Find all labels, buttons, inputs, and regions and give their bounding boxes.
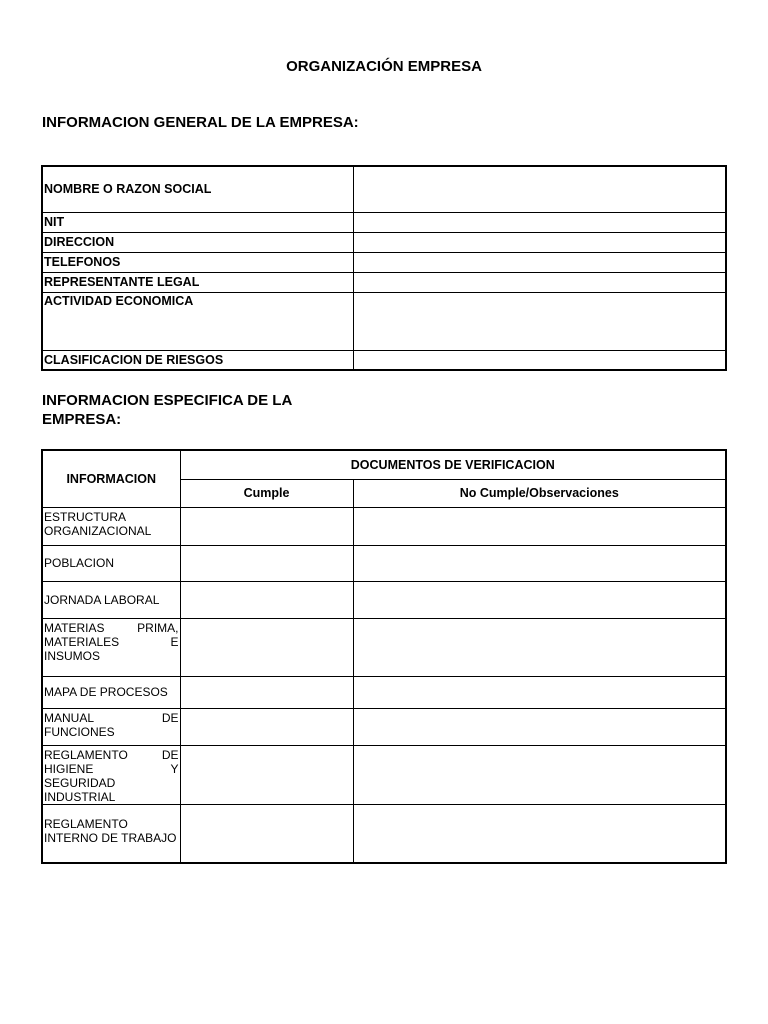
item-label: REGLAMENTO INTERNO DE TRABAJO: [42, 804, 180, 863]
value-field-nit[interactable]: [354, 212, 727, 232]
cumple-cell[interactable]: [180, 618, 353, 676]
item-label: REGLAMENTO DE HIGIENE Y SEGURIDAD INDUSTRIAL: [42, 745, 180, 804]
observaciones-cell[interactable]: [353, 581, 726, 618]
cumple-cell[interactable]: [180, 507, 353, 545]
observaciones-cell[interactable]: [353, 507, 726, 545]
cumple-cell[interactable]: [180, 745, 353, 804]
row-label-actividad: ACTIVIDAD ECONOMICA: [42, 292, 354, 350]
table-row: [42, 232, 726, 252]
item-label: MANUAL DE FUNCIONES: [42, 708, 180, 745]
item-label: JORNADA LABORAL: [42, 581, 180, 618]
table-row: [42, 804, 726, 863]
item-label: MATERIAS PRIMA, MATERIALES E INSUMOS: [42, 618, 180, 676]
observaciones-cell[interactable]: [353, 676, 726, 708]
table-row: [42, 350, 726, 370]
table-row: [42, 272, 726, 292]
observaciones-cell[interactable]: [353, 545, 726, 581]
table-row: [42, 166, 726, 212]
value-field-nombre[interactable]: [354, 166, 727, 212]
observaciones-cell[interactable]: [353, 804, 726, 863]
table-row: [42, 545, 726, 581]
item-label: POBLACION: [42, 545, 180, 581]
specific-info-table: [41, 449, 727, 864]
cumple-cell[interactable]: [180, 545, 353, 581]
column-header-no-cumple: No Cumple/Observaciones: [353, 479, 726, 507]
table-row: [42, 618, 726, 676]
table-row: [42, 745, 726, 804]
general-info-heading: INFORMACION GENERAL DE LA EMPRESA:: [42, 114, 359, 131]
table-row: [42, 581, 726, 618]
table-row: [42, 252, 726, 272]
value-field-actividad[interactable]: [354, 292, 727, 350]
value-field-telefonos[interactable]: [354, 252, 727, 272]
row-label-representante: REPRESENTANTE LEGAL: [42, 272, 354, 292]
specific-info-heading: INFORMACION ESPECIFICA DE LA EMPRESA:: [42, 392, 292, 428]
column-header-informacion: INFORMACION: [42, 450, 180, 507]
page-title: ORGANIZACIÓN EMPRESA: [286, 58, 482, 75]
table-row: [42, 292, 726, 350]
table-row: [42, 676, 726, 708]
column-header-documentos: DOCUMENTOS DE VERIFICACION: [180, 450, 726, 479]
general-info-table: [41, 165, 727, 371]
table-row: [42, 507, 726, 545]
cumple-cell[interactable]: [180, 804, 353, 863]
observaciones-cell[interactable]: [353, 708, 726, 745]
cumple-cell[interactable]: [180, 676, 353, 708]
row-label-nombre: NOMBRE O RAZON SOCIAL: [42, 166, 354, 212]
item-label: MAPA DE PROCESOS: [42, 676, 180, 708]
row-label-nit: NIT: [42, 212, 354, 232]
observaciones-cell[interactable]: [353, 745, 726, 804]
column-header-cumple: Cumple: [180, 479, 353, 507]
table-row: [42, 212, 726, 232]
observaciones-cell[interactable]: [353, 618, 726, 676]
table-row: [42, 708, 726, 745]
table-header-row: [42, 450, 726, 479]
row-label-direccion: DIRECCION: [42, 232, 354, 252]
row-label-clasificacion: CLASIFICACION DE RIESGOS: [42, 350, 354, 370]
item-label: ESTRUCTURA ORGANIZACIONAL: [42, 507, 180, 545]
cumple-cell[interactable]: [180, 581, 353, 618]
value-field-direccion[interactable]: [354, 232, 727, 252]
value-field-representante[interactable]: [354, 272, 727, 292]
cumple-cell[interactable]: [180, 708, 353, 745]
value-field-clasificacion[interactable]: [354, 350, 727, 370]
row-label-telefonos: TELEFONOS: [42, 252, 354, 272]
